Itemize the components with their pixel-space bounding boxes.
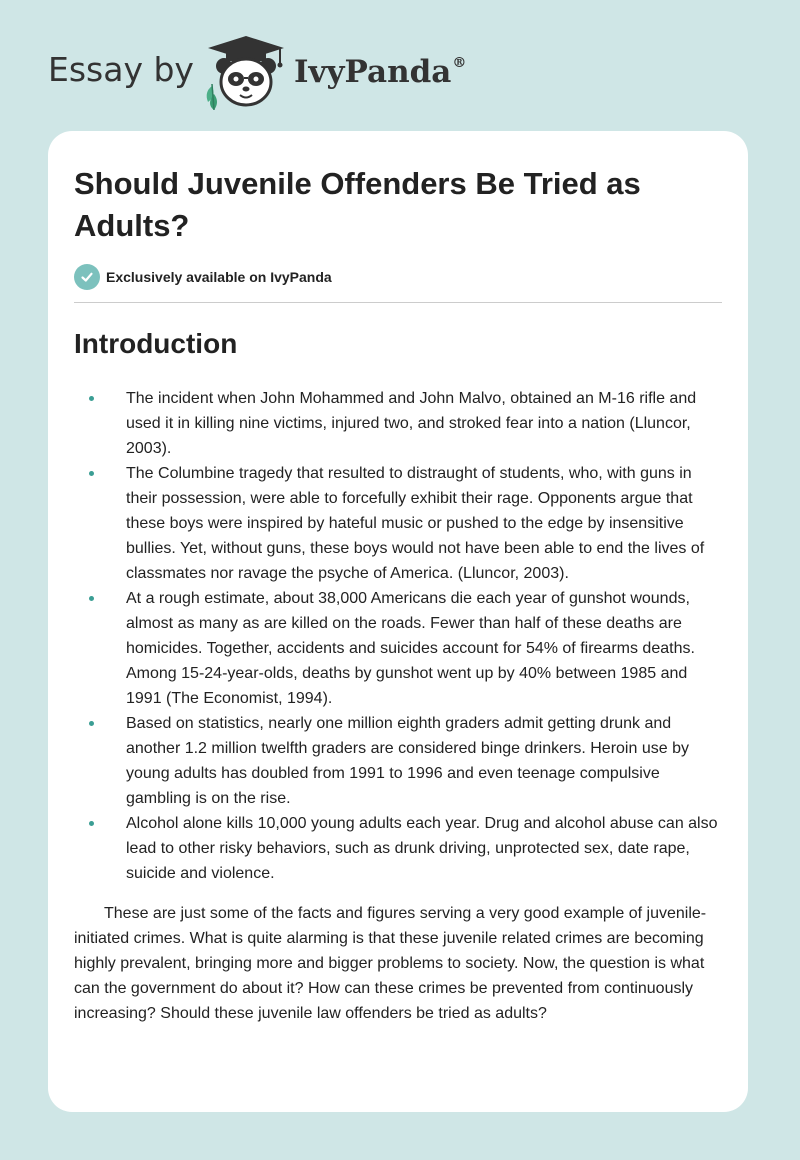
bullet-list <box>74 386 724 886</box>
essay-title: Should Juvenile Offenders Be Tried as Adults? <box>74 166 641 243</box>
list-item-text: The incident when John Mohammed and John Malvo, obtained an M-16 rifle and used it in killing nine victims, injured two, and stroked fear into a nation (Lluncor, 2003). <box>126 390 697 457</box>
exclusive-badge <box>74 264 332 290</box>
brand-name <box>294 54 466 90</box>
list-item-text: The Columbine tragedy that resulted to distraught of students, who, with guns in their possession, were able to forcefully exhibit their rage. Opponents argue that these boys were inspired by hateful music or pushed to the edge by insensitive bullies. Yet, without guns, these boys would not have been able to end the lives of classmates nor ravage the psyche of America. (Lluncor, 2003). <box>126 465 705 582</box>
ivypanda-panda-logo-icon <box>202 34 290 110</box>
bullet-icon <box>89 721 94 726</box>
bullet-icon <box>89 821 94 826</box>
section-heading-introduction: Introduction <box>74 328 238 359</box>
registered-mark: ® <box>452 54 467 71</box>
list-item-text: At a rough estimate, about 38,000 Americans die each year of gunshot wounds, almost as many as are killed on the roads. Fewer than half of these deaths are homicides. Together, accidents and suicides account for 54% of firearms deaths. Among 15-24-year-olds, deaths by gunshot went up by 40% between 1985 and 1991 (The Economist, 1994). <box>126 590 695 707</box>
brand-label: IvyPanda <box>294 54 452 90</box>
essay-card <box>48 131 748 1112</box>
bullet-icon <box>89 396 94 401</box>
essay-by-label: Essay by <box>48 50 194 89</box>
body-paragraph: These are just some of the facts and figures serving a very good example of juvenile-initiated crimes. What is quite alarming is that these juvenile related crimes are becoming highly prevalent, bringing more and bigger problems to society. Now, the question is what can the government do about it? How can these crimes be prevented from continuously increasing? Should these juvenile law offenders be tried as adults? <box>74 905 707 1022</box>
check-icon <box>74 264 100 290</box>
bullet-icon <box>89 471 94 476</box>
list-item-text: Based on statistics, nearly one million eighth graders admit getting drunk and another 1.2 million twelfth graders are considered binge drinkers. Heroin use by young adults has doubled from 1991 to 1996 and even teenage compulsive gambling is on the rise. <box>126 715 689 807</box>
list-item <box>74 586 724 711</box>
site-header <box>48 34 508 114</box>
divider <box>74 302 722 303</box>
list-item <box>74 386 724 461</box>
exclusive-label: Exclusively available on IvyPanda <box>106 269 332 285</box>
bullet-icon <box>89 596 94 601</box>
list-item <box>74 811 724 886</box>
list-item <box>74 461 724 586</box>
list-item <box>74 711 724 811</box>
list-item-text: Alcohol alone kills 10,000 young adults each year. Drug and alcohol abuse can also lead to other risky behaviors, such as drunk driving, unprotected sex, date rape, suicide and violence. <box>126 815 718 882</box>
